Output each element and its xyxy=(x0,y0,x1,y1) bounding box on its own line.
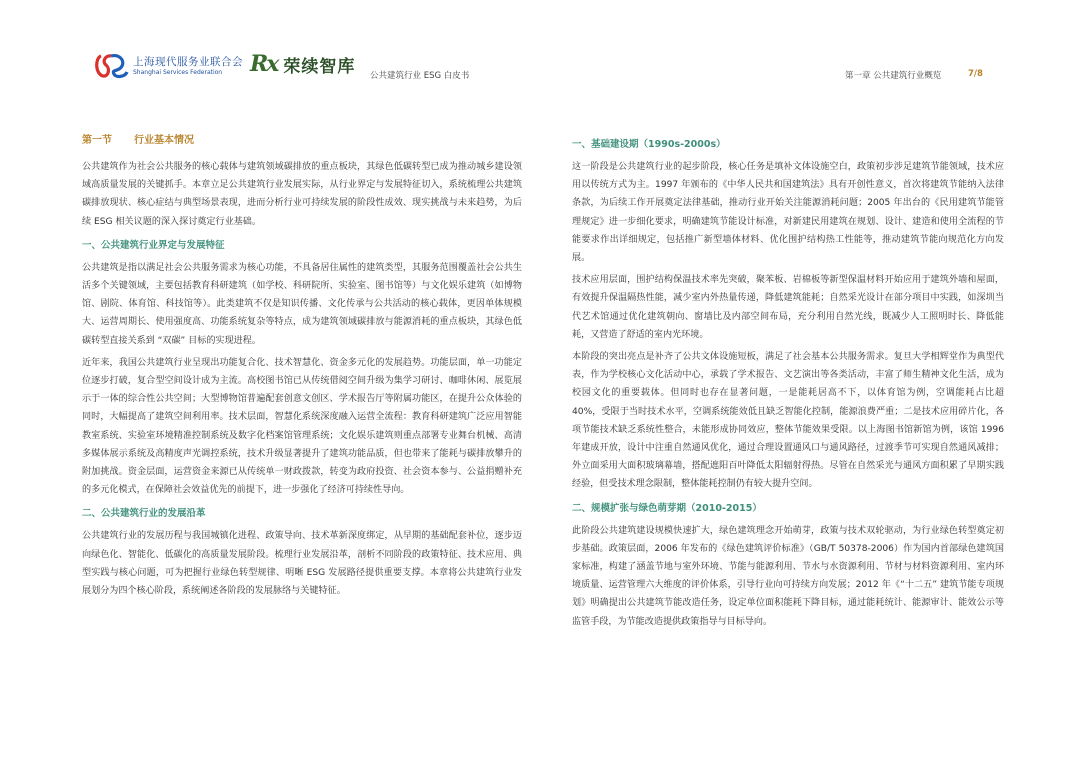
rx-logo-mark: Rx xyxy=(250,51,278,77)
subheading-history: 二、公共建筑行业的发展沿革 xyxy=(82,508,206,520)
section-heading xyxy=(82,130,522,152)
foundation-tech-paragraph: 技术应用层面，围护结构保温技术率先突破，聚苯板、岩棉板等新型保温材料开始应用于建筑外墙和屋面，有效提升保温隔热性能，减少室内外热量传递，降低建筑能耗；自然采光设计在部分项目中实践，如深圳当代艺术馆通过优化建筑朝向、窗墙比及内部空间布局，充分利用自然光线，既减少人工照明时长、降低能耗，又营造了舒适的室内光环境。 xyxy=(572,275,1004,340)
page-separator: / xyxy=(973,69,978,79)
subheading-definition: 一、公共建筑行业界定与发展特征 xyxy=(82,239,225,251)
rx-logo xyxy=(250,51,355,77)
chapter-title: 第一章 公共建筑行业概览 xyxy=(845,71,942,81)
history-paragraph: 公共建筑行业的发展历程与我国城镇化进程、政策导向、技术革新深度绑定，从早期的基础配套补位，逐步迈向绿色化、智能化、低碳化的高质量发展阶段。梳理行业发展沿革，剖析不同阶段的政策特征、技术应用、典型实践与核心问题，可为把握行业绿色转型规律、明晰 ESG 发展路径提供重要支撑。本章将公共建筑行业发展划分为四个核心阶段，系统阐述各阶段的发展脉络与关键特征。 xyxy=(82,531,522,597)
expansion-paragraph: 此阶段公共建筑建设规模快速扩大，绿色建筑理念开始萌芽，政策与技术双轮驱动，为行业绿色转型奠定初步基础。政策层面，2006 年发布的《绿色建筑评价标准》（GB/T 50378-2006）作为国内首部绿色建筑国家标准，构建了涵盖节地与室外环境、节能与能源利用、节水与水资源利用、节材与材料资源利用、室内环境质量、运营管理六大维度的评价体系，引导行业向可持续方向发展；2012 年《“十二五” 建筑节能专项规划》明确提出公共建筑节能改造任务，设定单位面积能耗下降目标，通过能耗统计、能源审计、能效公示等监管手段，为节能改造提供政策指导与目标导向。 xyxy=(572,525,1004,627)
left-column xyxy=(82,130,522,604)
section-title: 行业基本情况 xyxy=(134,135,194,146)
rx-logo-text: 荣续智库 xyxy=(283,56,356,77)
definition-paragraph: 公共建筑是指以满足社会公共服务需求为核心功能，不具备居住属性的建筑类型，其服务范围覆盖社会公共生活多个关键领域，主要包括教育科研建筑（如学校、科研院所、实验室、图书馆等）与文化娱乐建筑（如博物馆、剧院、体育馆、科技馆等）。此类建筑不仅是知识传播、文化传承与公共活动的核心载体，更因单体规模大、运营周期长、使用强度高、功能系统复杂等特点，成为建筑领域碳排放与能源消耗的重点板块，其绿色低碳转型直接关系到 “双碳” 目标的实现进程。 xyxy=(82,262,522,346)
intro-paragraph: 公共建筑作为社会公共服务的核心载体与建筑领域碳排放的重点板块，其绿色低碳转型已成为推动城乡建设领域高质量发展的关键抓手。本章立足公共建筑行业发展实际，从行业界定与发展特征切入，系统梳理公共建筑碳排放现状、核心症结与典型场景表现，进而分析行业可持续发展的阶段性成效、现实挑战与未来趋势，为后续 ESG 相关议题的深入探讨奠定行业基础。 xyxy=(82,162,522,227)
document-title: 公共建筑行业 ESG 白皮书 xyxy=(370,71,470,81)
ssf-name-cn: 上海现代服务业联合会 xyxy=(133,55,243,68)
page-current: 7 xyxy=(968,69,974,79)
trends-paragraph: 近年来，我国公共建筑行业呈现出功能复合化、技术智慧化、资金多元化的发展趋势。功能层面，单一功能定位逐步打破，复合型空间设计成为主流。高校图书馆已从传统借阅空间升级为集学习研讨、咖啡休闲、展览展示于一体的综合性公共空间；大型博物馆普遍配套创意文创区、学术报告厅等附属功能区，在提升公众体验的同时，大幅提高了建筑空间利用率。技术层面，智慧化系统深度融入运营全流程：教育科研建筑广泛应用智能教室系统、实验室环境精准控制系统及数字化档案馆管理系统；文化娱乐建筑则重点部署专业舞台机械、高清多媒体展示系统及高精度声光调控系统，技术升级显著提升了建筑功能品质，但也带来了能耗与碳排放攀升的附加挑战。资金层面，运营资金来源已从传统单一财政拨款，转变为政府投资、社会资本参与、公益捐赠补充的多元化模式，在保障社会效益优先的前提下，进一步强化了经济可持续性导向。 xyxy=(82,357,522,496)
page-number xyxy=(968,69,983,79)
ssf-name-en: Shanghai Services Federation xyxy=(133,68,223,76)
subheading-expansion-period: 二、规模扩张与绿色萌芽期（2010-2015） xyxy=(572,502,762,514)
foundation-policy-paragraph: 这一阶段是公共建筑行业的起步阶段，核心任务是填补文体设施空白，政策初步涉足建筑节能领域，技术应用以传统方式为主。1997 年颁布的《中华人民共和国建筑法》具有开创性意义，首次将建筑节能纳入法律条款，为后续工作开展奠定法律基础，推动行业开始关注能源消耗问题；2005 年出台的《民用建筑节能管理规定》进一步细化要求，明确建筑节能设计标准，对新建民用建筑在规划、设计、建造和使用全流程的节能要求作出详细规定，包括推广新型墙体材料、优化围护结构热工性能等，推动建筑节能向规范化方向发展。 xyxy=(572,162,1004,264)
right-column xyxy=(572,130,1004,635)
section-number: 第一节 xyxy=(82,135,112,146)
subheading-foundation-period: 一、基础建设期（1990s-2000s） xyxy=(572,139,726,150)
ssf-logo xyxy=(95,52,243,80)
foundation-highlights-paragraph: 本阶段的突出亮点是补齐了公共文体设施短板，满足了社会基本公共服务需求。复旦大学相辉堂作为典型代表，作为学校核心文化活动中心，承载了学术报告、文艺演出等各类活动，丰富了师生精神文化生活，成为校园文化的重要载体。但同时也存在显著问题，一是能耗居高不下，以体育馆为例，空调能耗占比超 40%，受限于当时技术水平，空调系统能效低且缺乏智能化控制，能源浪费严重；二是技术应用碎片化，各项节能技术缺乏系统性整合，未能形成协同效应，整体节能效果受限。以上海图书馆新馆为例，该馆 1996 年建成开放，设计中注重自然通风优化，通过合理设置通风口与通风路径，过渡季节可实现自然通风减排；外立面采用大面积玻璃幕墙，搭配遮阳百叶降低太阳辐射得热。尽管在自然采光与通风方面积累了早期实践经验，但受技术理念限制，整体能耗控制仍有较大提升空间。 xyxy=(572,352,1004,490)
page-header xyxy=(0,0,1080,100)
ssf-logo-icon xyxy=(95,52,129,80)
page-total: 8 xyxy=(977,69,983,79)
